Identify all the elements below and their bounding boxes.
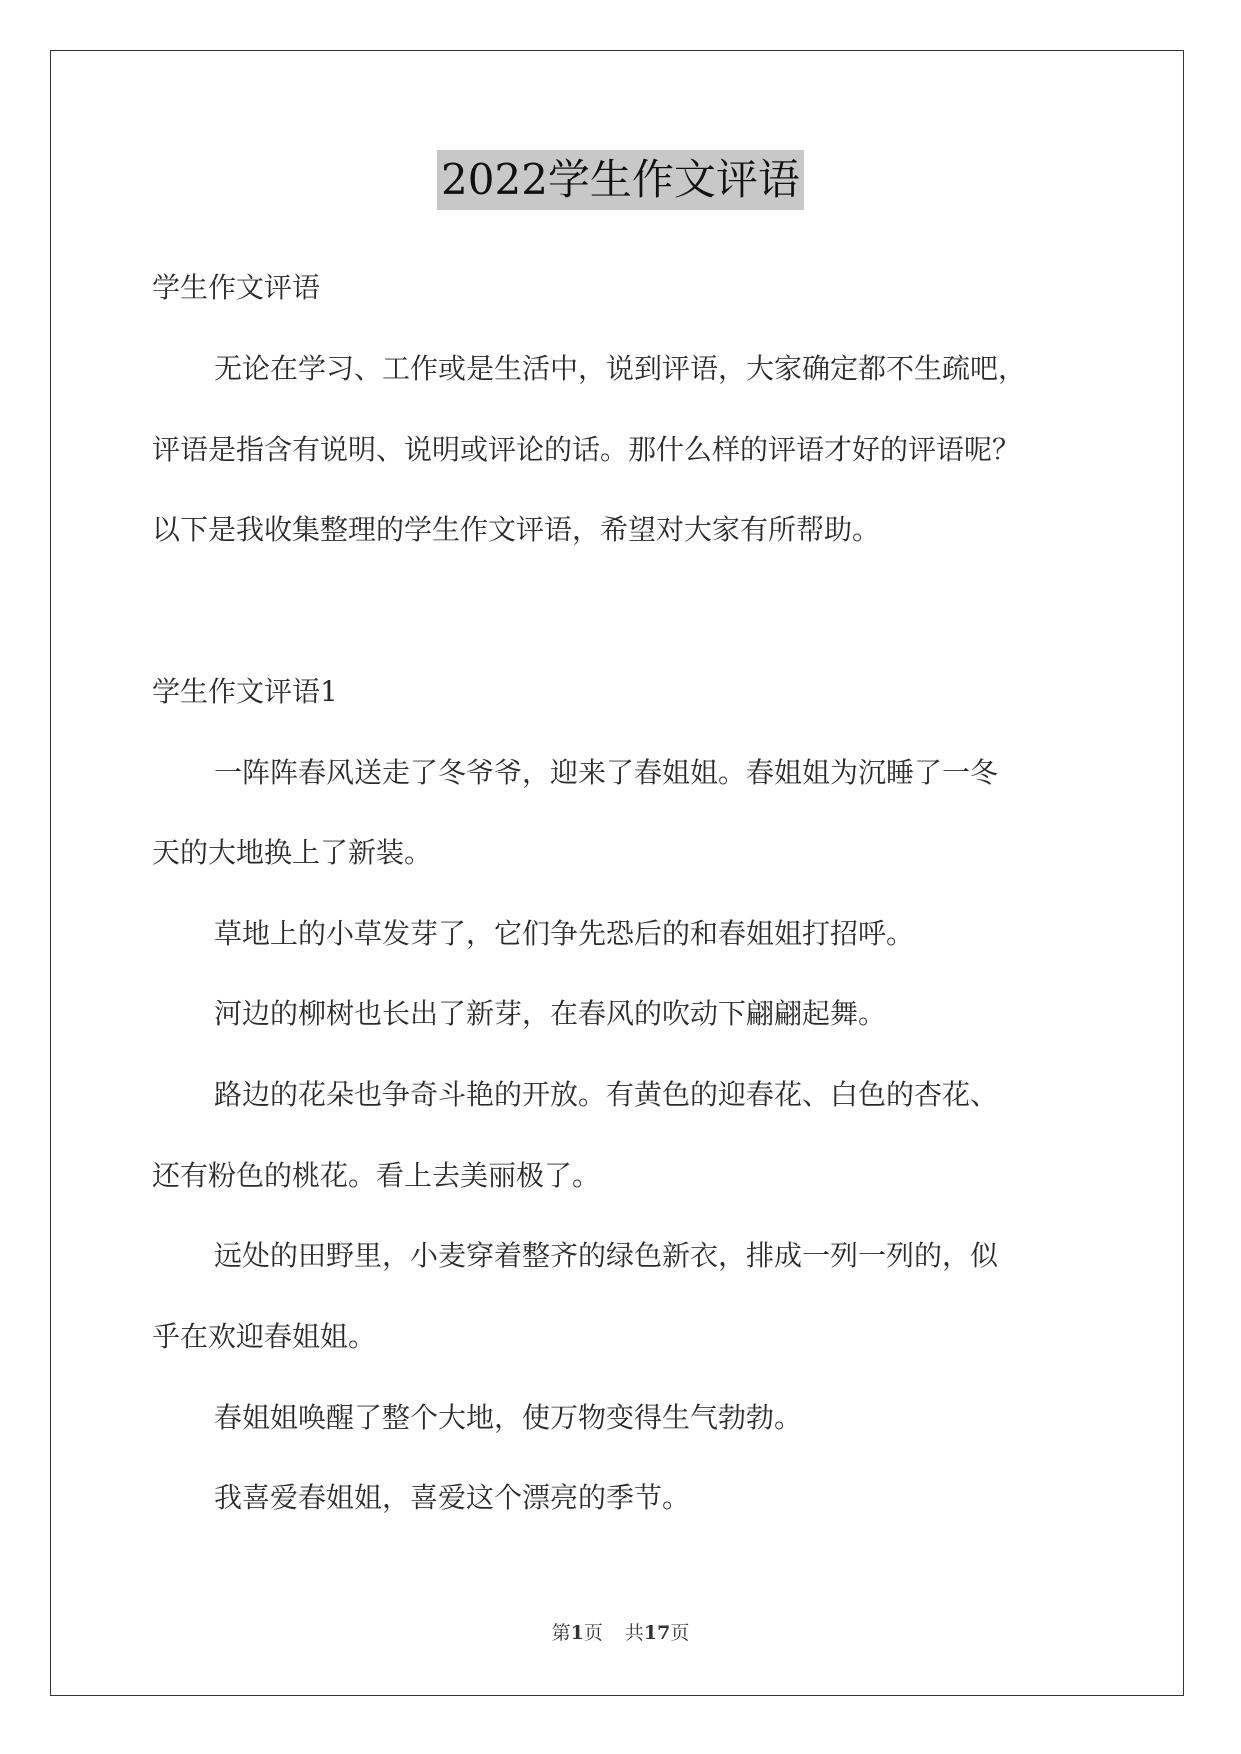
subtitle-line: 学生作文评语 bbox=[152, 271, 321, 304]
paragraph-line: 远处的田野里，小麦穿着整齐的绿色新衣，排成一列一列的，似 bbox=[214, 1239, 999, 1272]
paragraph-line: 天的大地换上了新装。 bbox=[152, 836, 433, 869]
paragraph-line: 河边的柳树也长出了新芽，在春风的吹动下翩翩起舞。 bbox=[214, 997, 887, 1030]
paragraph-line: 一阵阵春风送走了冬爷爷，迎来了春姐姐。春姐姐为沉睡了一冬 bbox=[214, 756, 999, 789]
paragraph-line: 还有粉色的桃花。看上去美丽极了。 bbox=[152, 1159, 601, 1192]
paragraph-line: 以下是我收集整理的学生作文评语，希望对大家有所帮助。 bbox=[152, 513, 881, 546]
total-pages: 17 bbox=[643, 1622, 671, 1644]
total-prefix: 共 bbox=[624, 1622, 644, 1644]
paragraph-line: 我喜爱春姐姐，喜爱这个漂亮的季节。 bbox=[214, 1481, 691, 1514]
paragraph-line: 春姐姐唤醒了整个大地，使万物变得生气勃勃。 bbox=[214, 1401, 803, 1434]
paragraph-line: 路边的花朵也争奇斗艳的开放。有黄色的迎春花、白色的杏花、 bbox=[214, 1078, 999, 1111]
title-container bbox=[0, 150, 1241, 210]
page-prefix: 第 bbox=[551, 1622, 571, 1644]
page-suffix: 页 bbox=[583, 1622, 603, 1644]
paragraph-line: 评语是指含有说明、说明或评论的话。那什么样的评语才好的评语呢？ bbox=[152, 433, 1021, 466]
paragraph-line: 无论在学习、工作或是生活中，说到评语，大家确定都不生疏吧， bbox=[214, 352, 1027, 385]
paragraph-line: 草地上的小草发芽了，它们争先恐后的和春姐姐打招呼。 bbox=[214, 917, 915, 950]
page-number: 1 bbox=[570, 1622, 584, 1644]
section-heading: 学生作文评语1 bbox=[152, 675, 338, 708]
paragraph-line: 乎在欢迎春姐姐。 bbox=[152, 1320, 377, 1353]
page-footer bbox=[0, 1620, 1241, 1646]
document-title: 2022学生作文评语 bbox=[437, 150, 804, 210]
total-suffix: 页 bbox=[670, 1622, 690, 1644]
